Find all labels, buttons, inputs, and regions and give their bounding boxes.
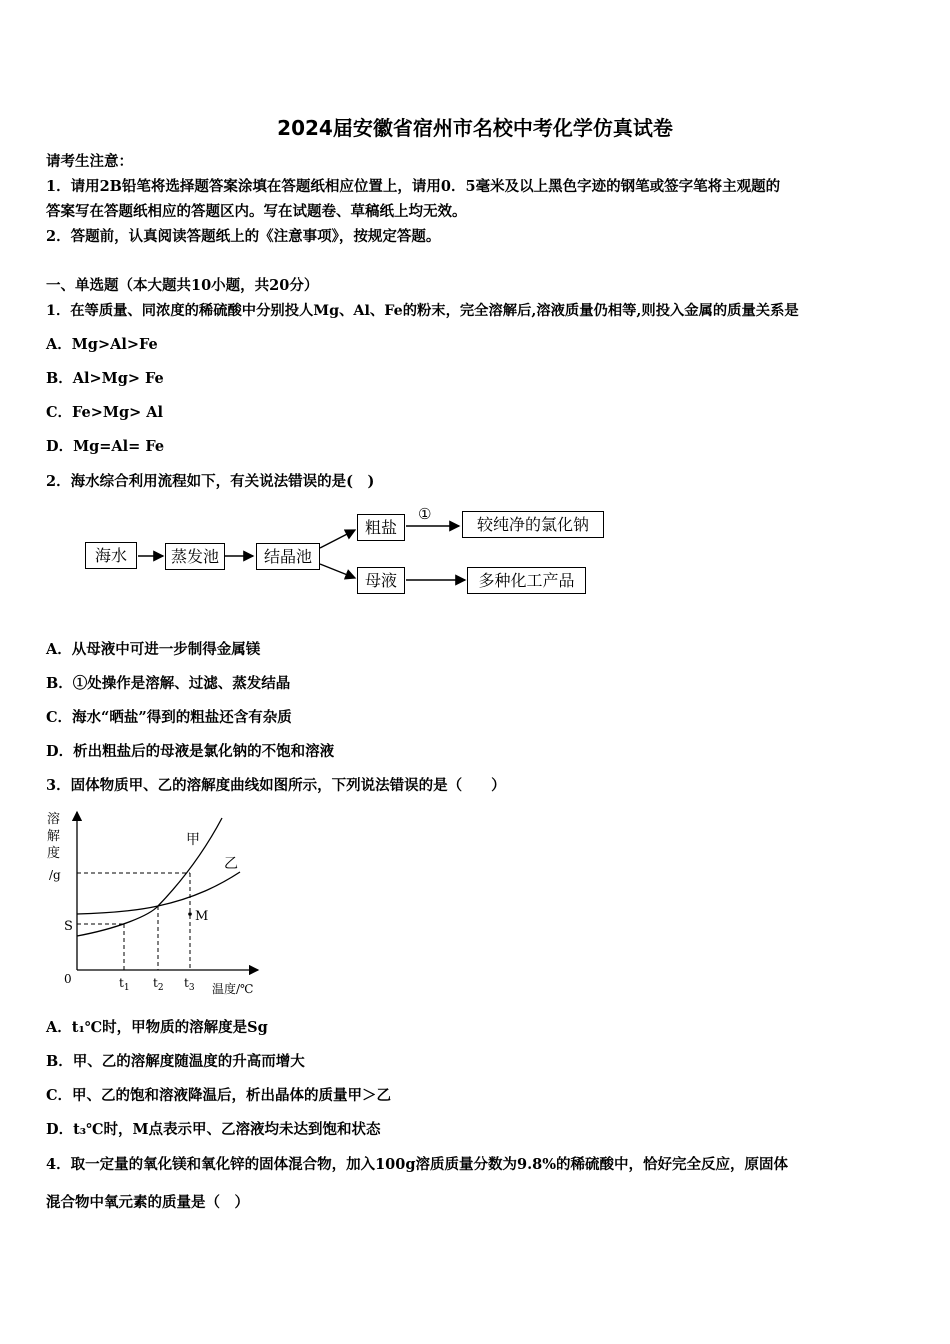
question-2-option-d: D．析出粗盐后的母液是氯化钠的不饱和溶液 — [46, 743, 335, 760]
graph-point-m-label: M — [195, 909, 209, 924]
question-3-option-c: C．甲、乙的饱和溶液降温后，析出晶体的质量甲＞乙 — [46, 1087, 392, 1104]
graph-curve-jia-label: 甲 — [186, 832, 200, 848]
flow-seawater: 海水 — [85, 542, 137, 569]
graph-y-label-3: 度 — [47, 846, 61, 861]
notice-line-1: 1．请用2B铅笔将选择题答案涂填在答题纸相应位置上，请用0．5毫米及以上黑色字迹的钢笔或签字笔将主观题的 — [46, 178, 781, 195]
question-2-option-c: C．海水“晒盐”得到的粗盐还含有杂质 — [46, 709, 292, 726]
question-2-option-a: A．从母液中可进一步制得金属镁 — [46, 641, 261, 658]
graph-x-axis-label: 温度/℃ — [212, 982, 254, 996]
notice-line-2: 答案写在答题纸相应的答题区内。写在试题卷、草稿纸上均无效。 — [46, 203, 467, 220]
flow-crystallization-pond: 结晶池 — [256, 543, 320, 570]
flow-crude-salt: 粗盐 — [357, 514, 405, 541]
graph-t1: $t_1$ — [119, 976, 130, 993]
flow-chem-products: 多种化工产品 — [467, 567, 586, 594]
graph-curve-yi-label: 乙 — [224, 856, 238, 872]
flow-pure-nacl: 较纯净的氯化钠 — [462, 511, 604, 538]
question-2-option-b: B．①处操作是溶解、过滤、蒸发结晶 — [46, 675, 291, 692]
section-heading: 一、单选题（本大题共10小题，共20分） — [46, 277, 319, 294]
notice-line-3: 2．答题前，认真阅读答题纸上的《注意事项》，按规定答题。 — [46, 228, 441, 245]
graph-y-label-1: 溶 — [47, 812, 61, 827]
page-title: 2024届安徽省宿州市名校中考化学仿真试卷 — [277, 116, 673, 140]
question-4-line-1: 4．取一定量的氧化镁和氧化锌的固体混合物，加入100g溶质质量分数为9.8%的稀硫酸中，恰好完全反应，原固体 — [46, 1156, 788, 1173]
graph-t3: $t_3$ — [184, 976, 195, 993]
graph-t2: $t_2$ — [153, 976, 164, 993]
graph-y-label-2: 解 — [47, 829, 61, 844]
flow-step-marker: ① — [418, 505, 432, 523]
question-4-line-2: 混合物中氧元素的质量是（ ） — [46, 1194, 249, 1211]
graph-s-label: S — [64, 919, 73, 934]
flow-mother-liquor: 母液 — [357, 567, 405, 594]
notice-heading: 请考生注意： — [46, 153, 133, 170]
question-2-stem: 2．海水综合利用流程如下，有关说法错误的是( ) — [46, 473, 375, 490]
question-3-stem: 3．固体物质甲、乙的溶解度曲线如图所示，下列说法错误的是（ ） — [46, 777, 506, 794]
question-1-option-d: D．Mg=Al= Fe — [46, 438, 165, 455]
question-1-option-b: B．Al>Mg> Fe — [46, 370, 164, 387]
question-3-option-d: D．t₃℃时，M点表示甲、乙溶液均未达到饱和状态 — [46, 1121, 381, 1138]
graph-origin: 0 — [64, 972, 72, 986]
question-1-stem: 1．在等质量、同浓度的稀硫酸中分别投人Mg、Al、Fe的粉末，完全溶解后,溶液质量仍相等,则投入金属的质量关系是 — [46, 303, 799, 319]
question-1-option-c: C．Fe>Mg> Al — [46, 404, 164, 421]
question-3-option-a: A．t₁℃时，甲物质的溶解度是Sg — [46, 1019, 268, 1036]
flow-evaporation-pond: 蒸发池 — [165, 543, 225, 570]
point-m-dot — [188, 912, 192, 916]
question-3-option-b: B．甲、乙的溶解度随温度的升高而增大 — [46, 1053, 305, 1070]
graph-y-label-4: /g — [49, 868, 61, 882]
question-1-option-a: A．Mg>Al>Fe — [46, 336, 158, 353]
